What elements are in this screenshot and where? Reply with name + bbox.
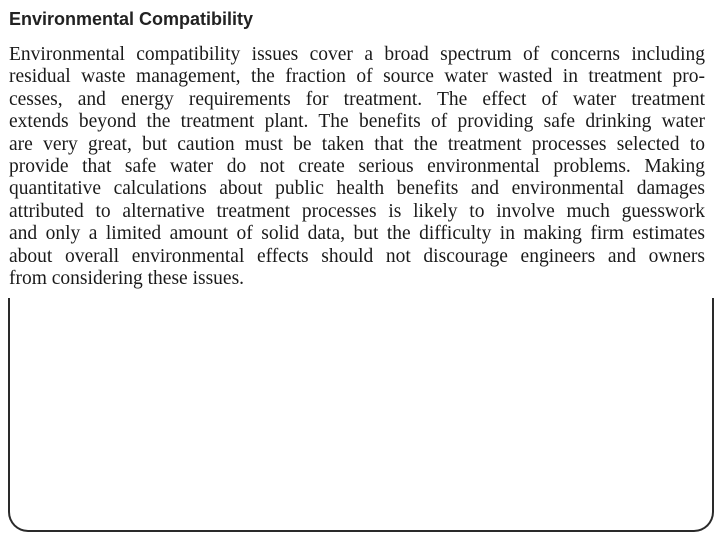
paragraph-line: residual waste management, the fraction of source water wasted in treatment pro- [9, 66, 705, 88]
paragraph-line: attributed to alternative treatment processes is likely to involve much guesswork [9, 200, 705, 222]
section-heading: Environmental Compatibility [9, 9, 254, 29]
body-paragraph [9, 44, 705, 290]
paragraph-line: about overall environmental effects should not discourage engineers and owners [9, 245, 705, 267]
paragraph-line: extends beyond the treatment plant. The benefits of providing safe drinking water [9, 111, 705, 133]
content-frame-border [8, 298, 714, 532]
paragraph-line: and only a limited amount of solid data, but the difficulty in making firm estimates [9, 223, 705, 245]
paragraph-line: are very great, but caution must be taken that the treatment processes selected to [9, 133, 705, 155]
paragraph-line: provide that safe water do not create serious environmental problems. Making [9, 156, 705, 178]
paragraph-line: quantitative calculations about public health benefits and environmental damages [9, 178, 705, 200]
paragraph-line: Environmental compatibility issues cover a broad spectrum of concerns including [9, 44, 705, 65]
paragraph-line: from considering these issues. [9, 268, 245, 290]
paragraph-line: cesses, and energy requirements for treatment. The effect of water treatment [9, 88, 705, 110]
